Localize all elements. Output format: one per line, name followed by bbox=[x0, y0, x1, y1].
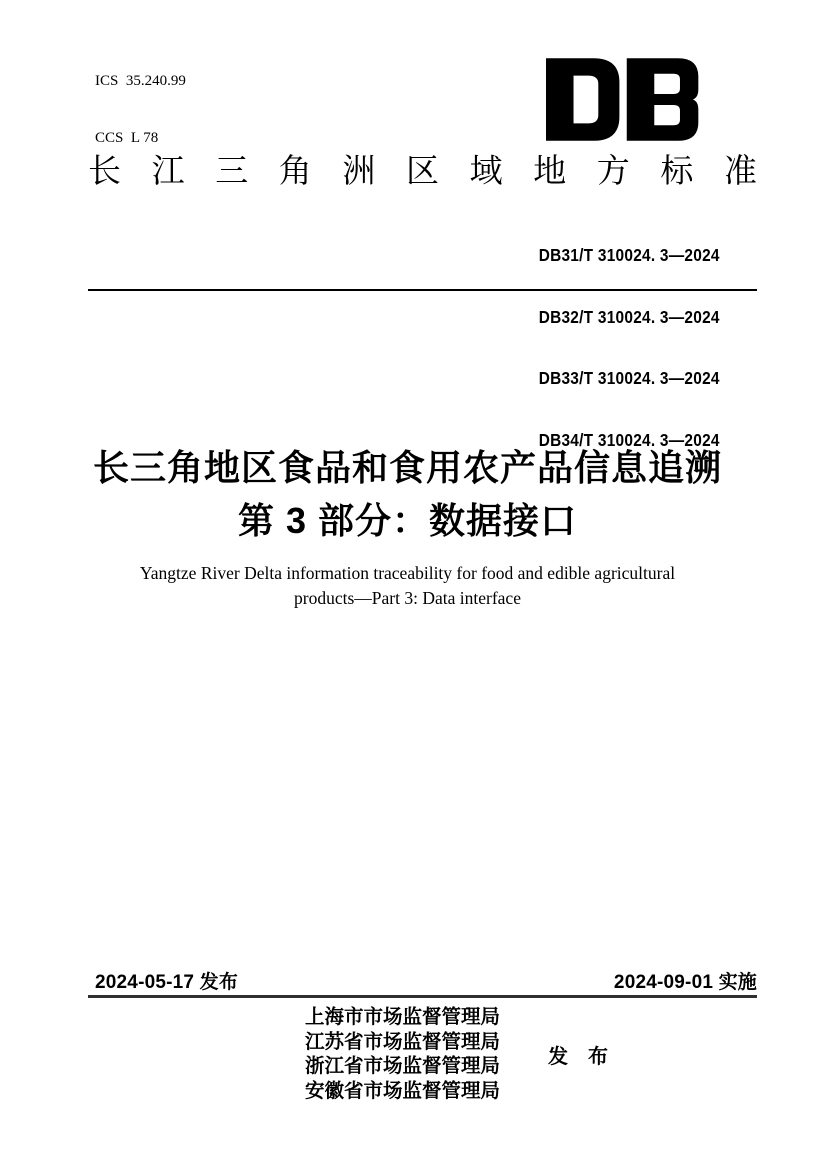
db-logo-icon bbox=[546, 58, 702, 141]
date-band bbox=[95, 967, 757, 994]
issuing-authorities bbox=[305, 1005, 500, 1103]
issuers-block bbox=[305, 1005, 608, 1103]
footer-rule bbox=[88, 995, 757, 998]
document-title-en-line1: Yangtze River Delta information traceability for food and edible agricultural bbox=[139, 563, 676, 583]
publish-label: 发 布 bbox=[548, 1045, 609, 1068]
issue-date: 2024-05-17 发布 bbox=[95, 972, 239, 993]
document-title-zh-line2: 第 3 部分：数据接口 bbox=[237, 500, 578, 541]
ics-code: ICS 35.240.99 bbox=[95, 73, 186, 89]
standard-number: DB31/T 310024. 3—2024 bbox=[538, 245, 720, 265]
issuing-authority: 安徽省市场监督管理局 bbox=[305, 1079, 501, 1102]
standard-number: DB32/T 310024. 3—2024 bbox=[538, 306, 720, 327]
document-title-en bbox=[0, 561, 815, 611]
issuing-authority: 浙江省市场监督管理局 bbox=[305, 1055, 501, 1077]
standard-number: DB33/T 310024. 3—2024 bbox=[538, 368, 720, 388]
standard-number: DB34/T 310024. 3—2024 bbox=[538, 429, 720, 450]
header-rule bbox=[88, 289, 757, 291]
document-title-zh-line1: 长三角地区食品和食用农产品信息追溯 bbox=[92, 447, 722, 488]
standard-category-title: 长 江 三 角 洲 区 域 地 方 标 准 bbox=[88, 152, 757, 189]
db-logo bbox=[546, 58, 702, 141]
document-title-zh bbox=[0, 441, 815, 547]
implement-date: 2024-09-01 实施 bbox=[613, 972, 757, 993]
ccs-code: CCS L 78 bbox=[95, 130, 159, 146]
issuing-authority: 江苏省市场监督管理局 bbox=[305, 1030, 501, 1053]
issuing-authority: 上海市市场监督管理局 bbox=[305, 1006, 501, 1028]
document-title-en-line2: products—Part 3: Data interface bbox=[294, 588, 521, 608]
